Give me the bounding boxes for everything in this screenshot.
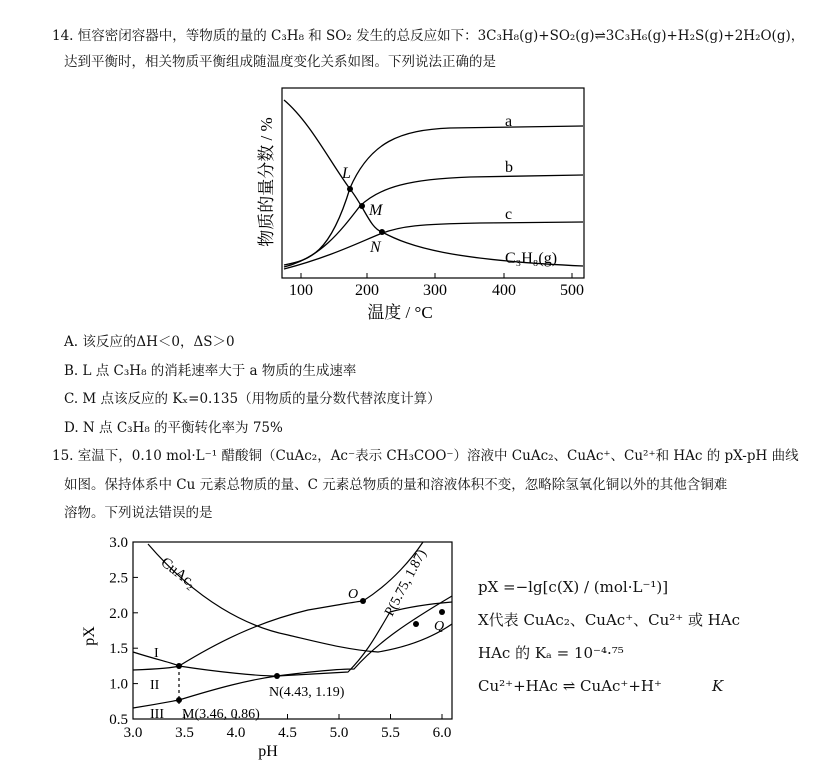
q14-point-label: L	[342, 165, 351, 182]
q15-note-x-def: X代表 CuAc₂、CuAc⁺、Cu²⁺ 或 HAc	[478, 611, 741, 629]
q15-point-q	[439, 609, 445, 615]
q14-option-a: A. 该反应的ΔH＜0，ΔS＞0	[64, 334, 235, 350]
q15-note-equilibrium: Cu²⁺+HAc ⇌ CuAc⁺+H⁺	[478, 677, 662, 695]
q14-option-d: D. N 点 C₃H₈ 的平衡转化率为 75%	[64, 420, 283, 436]
q15-stem-line2: 如图。保持体系中 Cu 元素总物质的量、C 元素总物质的量和溶液体积不变，忽略除氢氧化铜以外的其他含铜难	[64, 477, 728, 493]
q14-x-tick: 100	[289, 282, 313, 299]
q15-point-label: Q	[434, 619, 445, 634]
q15-x-tick: 4.5	[278, 725, 297, 741]
q14-x-tick: 200	[355, 282, 379, 299]
q14-point-label: M	[369, 202, 383, 219]
q15-x-tick: 3.0	[123, 725, 143, 741]
q15-y-tick: 3.0	[109, 535, 128, 551]
q15-curve-label: CuAc₂	[157, 554, 200, 592]
q15-point-label: N(4.43, 1.19)	[269, 685, 345, 700]
q14-y-axis-label: 物质的量分数 / %	[257, 117, 276, 247]
q14-x-tick: 300	[423, 282, 447, 299]
q14-curve-label: c	[505, 206, 513, 223]
q14-point-label: N	[370, 239, 381, 256]
q14-point-n	[379, 229, 385, 235]
q14-stem-line2: 达到平衡时，相关物质平衡组成随温度变化关系如图。下列说法正确的是	[64, 54, 496, 70]
q14-curve-label: C₃H₈(g)	[505, 250, 558, 267]
q15-stem-line1: 15. 室温下，0.10 mol·L⁻¹ 醋酸铜（CuAc₂，Ac⁻表示 CH₃COO⁻）溶液中 CuAc₂、CuAc⁺、Cu²⁺和 HAc 的 pX-pH 曲线	[52, 448, 799, 464]
q15-point-label: P(5.75, 1.87)	[382, 547, 430, 619]
q15-note-k: K	[712, 677, 724, 695]
q14-x-tick: 500	[560, 282, 584, 299]
q15-region-label: II	[150, 678, 160, 693]
q15-note-px-def: pX =−lg[c(X) / (mol·L⁻¹)]	[478, 578, 669, 596]
q15-x-tick: 5.0	[329, 725, 349, 741]
q15-x-axis-label: pH	[258, 743, 278, 760]
q15-y-axis-label: pX	[81, 626, 98, 646]
q14-curve-a	[284, 126, 583, 265]
q15-point-label: M(3.46, 0.86)	[182, 707, 260, 722]
q15-x-tick: 4.0	[226, 725, 246, 741]
q14-stem-line1: 14. 恒容密闭容器中，等物质的量的 C₃H₈ 和 SO₂ 发生的总反应如下：3C₃H₈(g)+SO₂(g)⇌3C₃H₆(g)+H₂S(g)+2H₂O(g)，	[52, 28, 805, 44]
q15-y-tick: 1.0	[109, 676, 128, 693]
q14-x-axis-label: 温度 / °C	[367, 303, 433, 322]
q14-point-l	[347, 186, 353, 192]
q15-region-label: III	[150, 707, 164, 722]
q14-option-b: B. L 点 C₃H₈ 的消耗速率大于 a 物质的生成速率	[64, 363, 357, 379]
q15-point-n	[274, 673, 280, 679]
q15-point-intersect	[176, 663, 182, 669]
q14-curve-label: b	[505, 159, 513, 176]
q15-y-tick: 1.5	[109, 641, 128, 658]
q15-region-label: I	[154, 646, 159, 661]
q14-curve-label: a	[505, 113, 513, 130]
q15-note-ka: HAc 的 Kₐ = 10⁻⁴·⁷⁵	[478, 644, 624, 662]
q15-point-o	[360, 598, 366, 604]
q14-curve-c3h8	[284, 100, 583, 266]
q15-x-tick: 3.5	[175, 725, 194, 741]
q15-y-tick: 0.5	[109, 712, 128, 728]
q14-figure	[250, 82, 600, 327]
q15-point-m	[176, 697, 182, 703]
q15-point-label: O	[348, 587, 359, 602]
q15-stem-line3: 溶物。下列说法错误的是	[64, 505, 213, 521]
q15-x-tick: 6.0	[432, 725, 452, 741]
q15-point-p	[413, 621, 419, 627]
q14-option-c: C. M 点该反应的 Kₓ=0.135（用物质的量分数代替浓度计算）	[64, 391, 441, 407]
q15-figure	[78, 532, 470, 764]
q14-x-tick: 400	[492, 282, 516, 299]
q14-point-m	[359, 203, 365, 209]
q15-y-tick: 2.0	[109, 605, 128, 622]
q15-x-tick: 5.5	[381, 725, 400, 741]
q15-y-tick: 2.5	[109, 570, 128, 587]
